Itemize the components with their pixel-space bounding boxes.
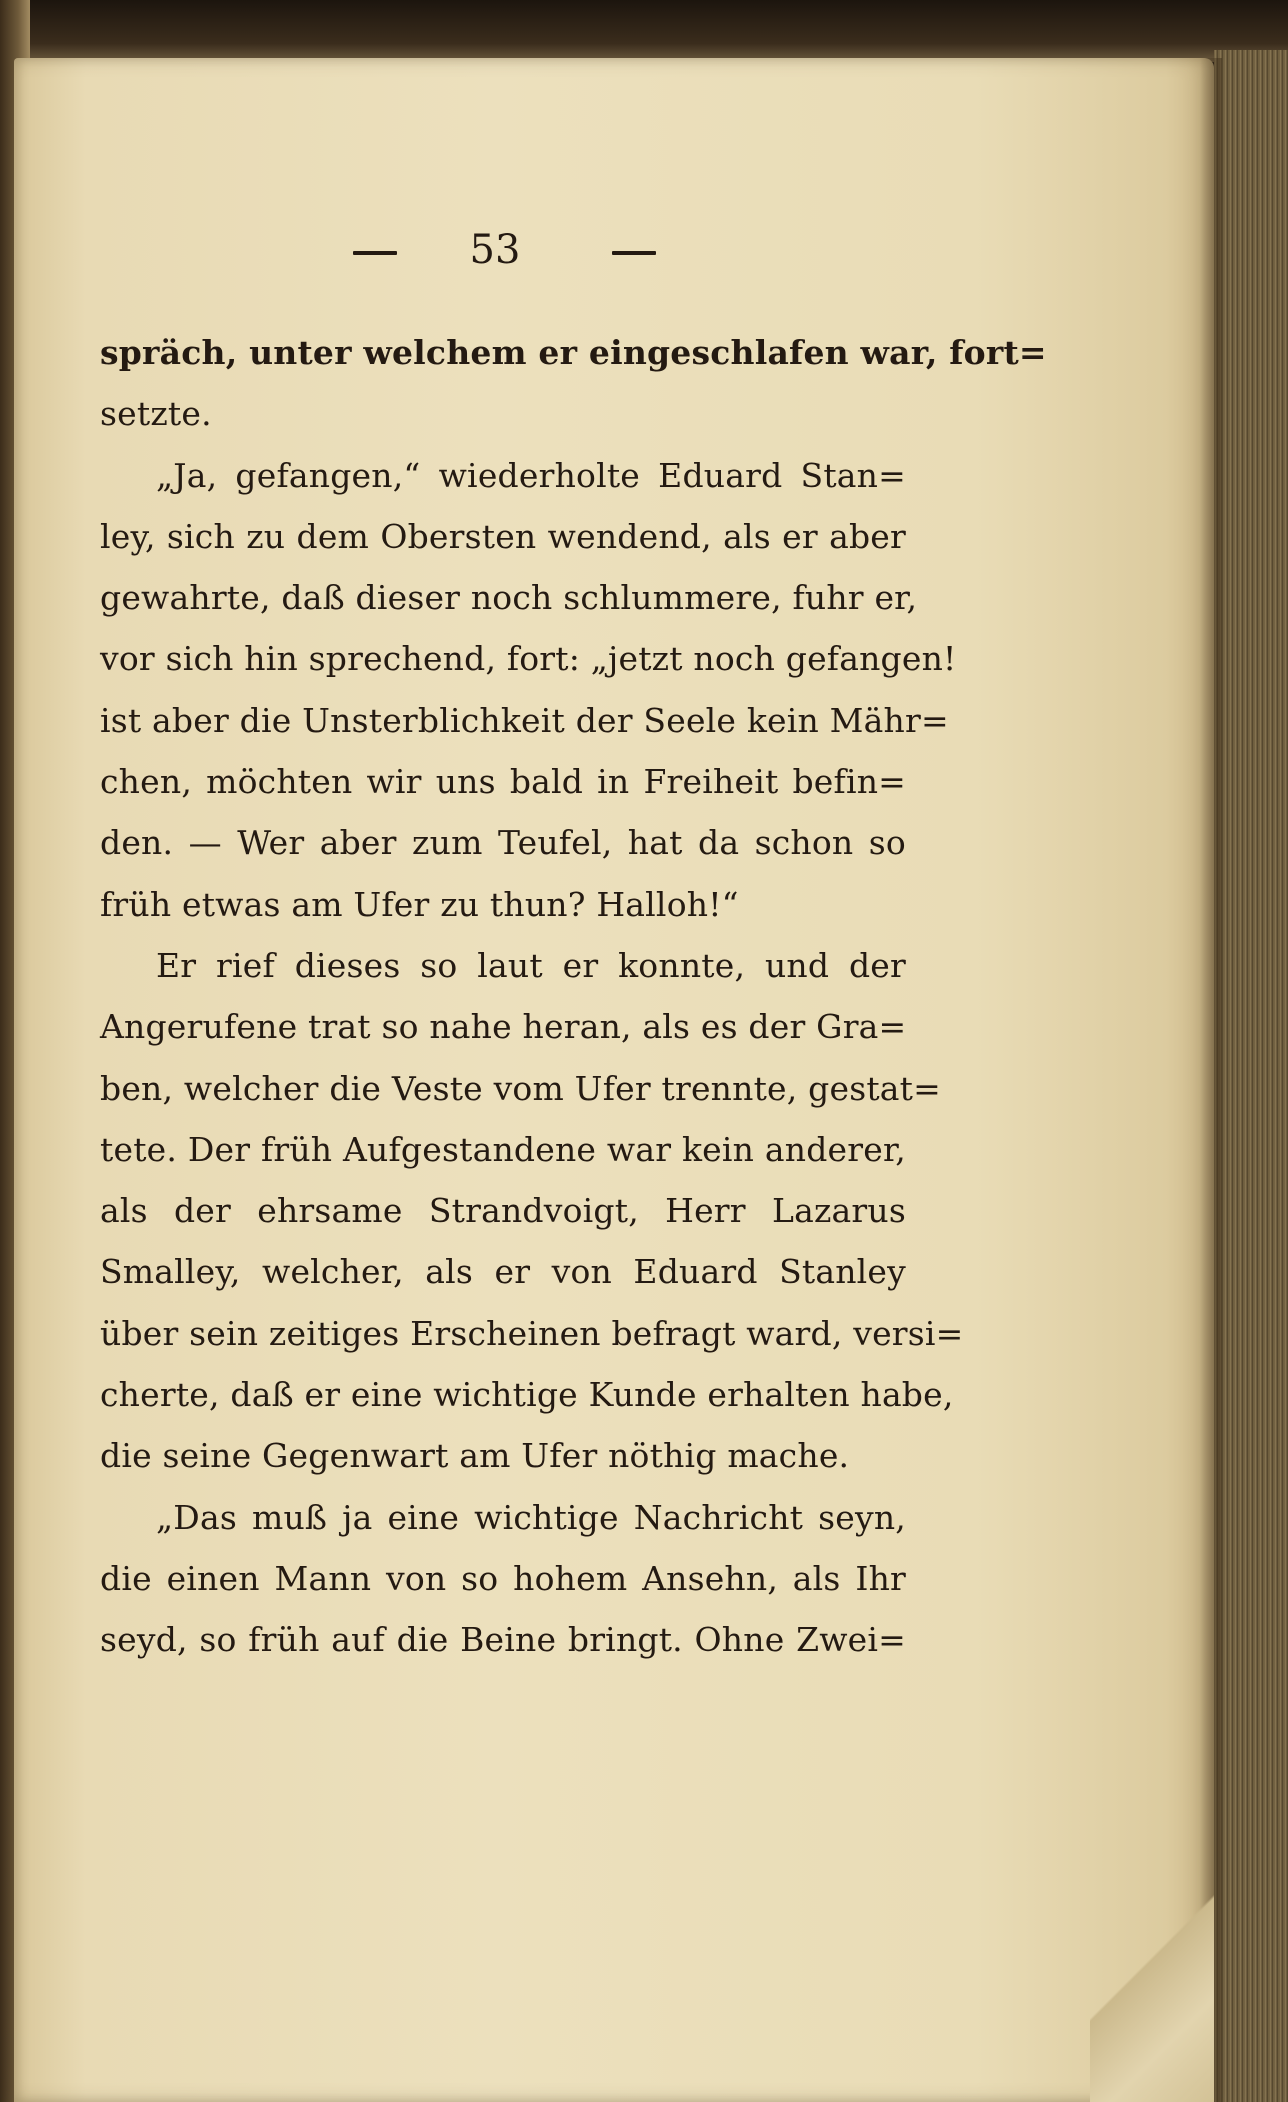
text-line: gewahrte, daß dieser noch schlummere, fuhr er, — [100, 578, 918, 618]
text-line: ben, welcher die Veste vom Ufer trennte, gestat= — [100, 1068, 941, 1108]
page-corner-fold — [1090, 1880, 1214, 2102]
text-line: den. — Wer aber zum Teufel, hat da schon so — [100, 823, 906, 863]
text-line: als der ehrsame Strandvoigt, Herr Lazarus — [100, 1191, 906, 1231]
text-line: vor sich hin sprechend, fort: „jetzt noch gefangen! — [100, 639, 957, 679]
text-line: früh etwas am Ufer zu thun? Halloh!“ — [100, 884, 739, 924]
header-dash-right — [612, 251, 656, 255]
text-line: chen, möchten wir uns bald in Freiheit befin= — [100, 762, 906, 802]
text-line: cherte, daß er eine wichtige Kunde erhalten habe, — [100, 1375, 954, 1415]
header-dash-left — [353, 251, 397, 255]
text-line: ist aber die Unsterblichkeit der Seele kein Mähr= — [100, 700, 949, 740]
body-text — [100, 322, 1047, 1671]
text-line: die einen Mann von so hohem Ansehn, als Ihr — [100, 1558, 906, 1598]
page-header — [0, 225, 1288, 285]
text-line: Smalley, welcher, als er von Eduard Stanley — [100, 1252, 906, 1292]
gutter-shadow — [1200, 58, 1222, 2102]
page-block-edge — [1214, 50, 1288, 2102]
text-line: die seine Gegenwart am Ufer nöthig mache. — [100, 1436, 850, 1476]
text-line: ley, sich zu dem Obersten wendend, als er aber — [100, 516, 906, 556]
text-line: tete. Der früh Aufgestandene war kein anderer, — [100, 1129, 906, 1169]
text-line: Er rief dieses so laut er konnte, und der — [156, 945, 906, 985]
book-cover-top-edge — [0, 0, 1288, 62]
text-line: spräch, unter welchem er eingeschlafen war, fort= — [100, 333, 1047, 372]
text-line: setzte. — [100, 394, 212, 434]
text-line: „Das muß ja eine wichtige Nachricht seyn, — [156, 1497, 906, 1537]
text-line: „Ja, gefangen,“ wiederholte Eduard Stan= — [156, 455, 906, 495]
text-line: seyd, so früh auf die Beine bringt. Ohne Zwei= — [100, 1620, 906, 1660]
text-line: Angerufene trat so nahe heran, als es der Gra= — [100, 1007, 907, 1047]
page-number: 53 — [469, 227, 521, 273]
text-line: über sein zeitiges Erscheinen befragt ward, versi= — [100, 1313, 964, 1353]
